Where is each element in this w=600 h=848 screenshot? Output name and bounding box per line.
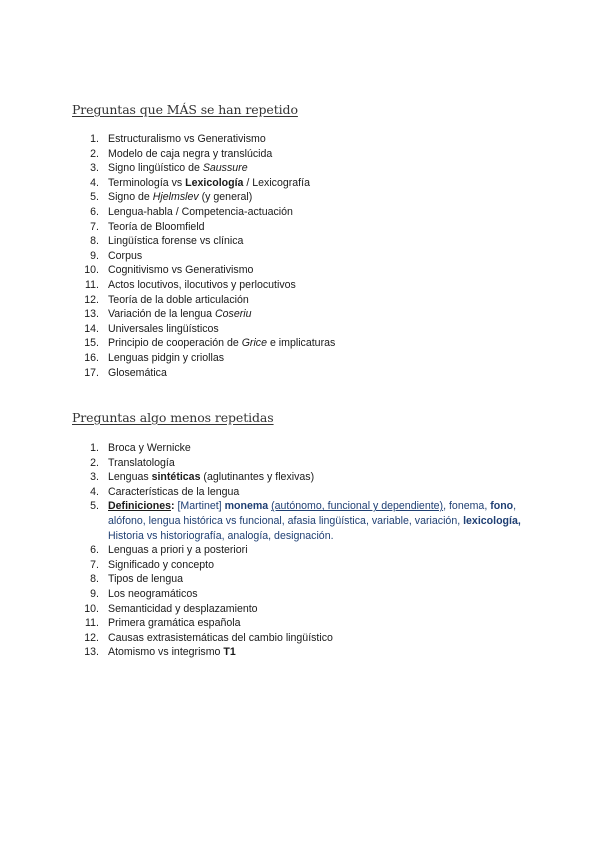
item-text: Atomismo vs integrismo bbox=[108, 646, 224, 659]
list-item bbox=[72, 558, 522, 573]
item-number: 6. bbox=[90, 544, 99, 557]
list-item bbox=[72, 441, 522, 456]
lexicologia-term: lexicología, bbox=[463, 514, 521, 527]
item-number: 5. bbox=[90, 500, 99, 513]
list-item bbox=[72, 543, 522, 558]
item-text: Lenguas a priori y a posteriori bbox=[108, 544, 248, 557]
item-text: Signo de bbox=[108, 191, 153, 204]
monema-types: (autónomo, funcional y dependiente) bbox=[271, 500, 444, 513]
item-number: 2. bbox=[90, 456, 99, 469]
item-number: 9. bbox=[90, 249, 99, 262]
list-item bbox=[72, 249, 522, 264]
list-item bbox=[72, 190, 522, 205]
fono-term: fono bbox=[490, 500, 514, 513]
item-number: 5. bbox=[90, 191, 99, 204]
item-text: Teoría de la doble articulación bbox=[108, 293, 249, 306]
item-text: Primera gramática española bbox=[108, 617, 241, 630]
item-text: Terminología vs bbox=[108, 176, 186, 189]
item-text: Los neogramáticos bbox=[108, 587, 198, 600]
item-bold-term: T1 bbox=[223, 646, 236, 659]
item-text: Lenguas pidgin y criollas bbox=[108, 351, 225, 364]
item-text: Estructuralismo vs Generativismo bbox=[108, 133, 266, 145]
list-item bbox=[72, 602, 522, 617]
item-text: Glosemática bbox=[108, 366, 167, 379]
list-item bbox=[72, 263, 522, 278]
list-item bbox=[72, 572, 522, 587]
item-text: Principio de cooperación de bbox=[108, 337, 242, 350]
item-number: 14. bbox=[84, 322, 99, 335]
item-number: 13. bbox=[84, 646, 99, 659]
definitions-colon: : bbox=[171, 500, 175, 513]
definitions-text-tail: Historia vs historiografía, analogía, designación. bbox=[108, 529, 334, 542]
martinet-reference: [Martinet] bbox=[174, 500, 225, 513]
item-text: Variación de la lengua bbox=[108, 308, 215, 321]
item-text: Lingüística forense vs clínica bbox=[108, 235, 244, 248]
list-item bbox=[72, 616, 522, 631]
item-text: Corpus bbox=[108, 249, 143, 262]
list-item bbox=[72, 147, 522, 162]
list-item bbox=[72, 278, 522, 293]
item-number: 15. bbox=[84, 337, 99, 350]
section-title-less-repeated: Preguntas algo menos repetidas bbox=[72, 410, 274, 425]
item-text: Significado y concepto bbox=[108, 558, 215, 571]
item-number: 11. bbox=[85, 617, 99, 630]
item-number: 4. bbox=[90, 485, 99, 498]
item-text: Translatología bbox=[108, 456, 175, 469]
item-number: 6. bbox=[90, 205, 99, 218]
list-item bbox=[72, 132, 522, 147]
item-number: 12. bbox=[84, 293, 99, 306]
list-item bbox=[72, 161, 522, 176]
list-item bbox=[72, 645, 522, 660]
list-item bbox=[72, 456, 522, 471]
item-number: 3. bbox=[90, 471, 99, 484]
item-number: 17. bbox=[84, 366, 99, 379]
item-number: 9. bbox=[90, 587, 99, 600]
definitions-label: Definiciones bbox=[108, 500, 171, 513]
item-author-name: Grice bbox=[241, 337, 267, 350]
item-text: Semanticidad y desplazamiento bbox=[108, 602, 258, 615]
item-author-name: Saussure bbox=[202, 162, 248, 175]
item-number: 7. bbox=[90, 220, 99, 233]
item-text: Cognitivismo vs Generativismo bbox=[108, 264, 254, 277]
list-item bbox=[72, 587, 522, 602]
list-item bbox=[72, 293, 522, 308]
item-number: 4. bbox=[90, 176, 99, 189]
section-title-most-repeated: Preguntas que MÁS se han repetido bbox=[72, 102, 298, 117]
monema-term: monema bbox=[224, 500, 269, 513]
item-number: 16. bbox=[84, 351, 99, 364]
less-repeated-list bbox=[72, 441, 522, 660]
item-text: Lengua-habla / Competencia-actuación bbox=[108, 205, 293, 218]
item-text: Modelo de caja negra y translúcida bbox=[108, 147, 273, 160]
definitions-text: , alófono, lengua histórica vs funcional, afasia lingüística, variable, variación, bbox=[108, 500, 517, 527]
item-number: 8. bbox=[90, 573, 99, 586]
item-bold-term: Lexicología bbox=[185, 176, 244, 189]
list-item bbox=[72, 366, 522, 381]
item-text: Teoría de Bloomfield bbox=[108, 220, 205, 233]
list-item bbox=[72, 220, 522, 235]
list-item bbox=[72, 485, 522, 500]
item-text: Actos locutivos, ilocutivos y perlocutivos bbox=[108, 278, 296, 291]
item-number: 12. bbox=[84, 631, 99, 644]
item-number: 3. bbox=[90, 162, 99, 175]
item-author-name: Hjelmslev bbox=[152, 191, 199, 204]
item-text: Signo lingüístico de bbox=[108, 162, 203, 175]
item-text: Características de la lengua bbox=[108, 485, 240, 498]
item-number: 1. bbox=[90, 442, 99, 454]
item-number: 7. bbox=[90, 558, 99, 571]
item-number: 10. bbox=[84, 602, 99, 615]
item-text-tail: / Lexicografía bbox=[243, 176, 310, 189]
item-author-name: Coseriu bbox=[215, 308, 252, 321]
list-item bbox=[72, 322, 522, 337]
item-text: Tipos de lengua bbox=[108, 573, 183, 586]
item-text-tail: (y general) bbox=[198, 191, 253, 204]
list-item bbox=[72, 470, 522, 485]
list-item bbox=[72, 336, 522, 351]
item-number: 10. bbox=[84, 264, 99, 277]
list-item bbox=[72, 205, 522, 220]
item-bold-term: sintéticas bbox=[151, 471, 201, 484]
item-text: Lenguas bbox=[108, 471, 152, 484]
item-text: Broca y Wernicke bbox=[108, 442, 191, 454]
list-item bbox=[72, 234, 522, 249]
item-number: 1. bbox=[90, 133, 99, 145]
item-text: Universales lingüísticos bbox=[108, 322, 219, 335]
definitions-text: , fonema, bbox=[443, 500, 491, 513]
item-text: Causas extrasistemáticas del cambio lingüístico bbox=[108, 631, 333, 644]
list-item bbox=[72, 351, 522, 366]
item-number: 8. bbox=[90, 235, 99, 248]
item-number: 13. bbox=[84, 308, 99, 321]
most-repeated-list bbox=[72, 132, 522, 380]
list-item bbox=[72, 176, 522, 191]
item-number: 2. bbox=[90, 147, 99, 160]
list-item bbox=[72, 631, 522, 646]
item-text-tail: e implicaturas bbox=[267, 337, 336, 350]
item-text-tail: (aglutinantes y flexivas) bbox=[200, 471, 315, 484]
list-item bbox=[72, 307, 522, 322]
item-number: 11. bbox=[85, 278, 99, 291]
definitions-item bbox=[72, 499, 522, 543]
